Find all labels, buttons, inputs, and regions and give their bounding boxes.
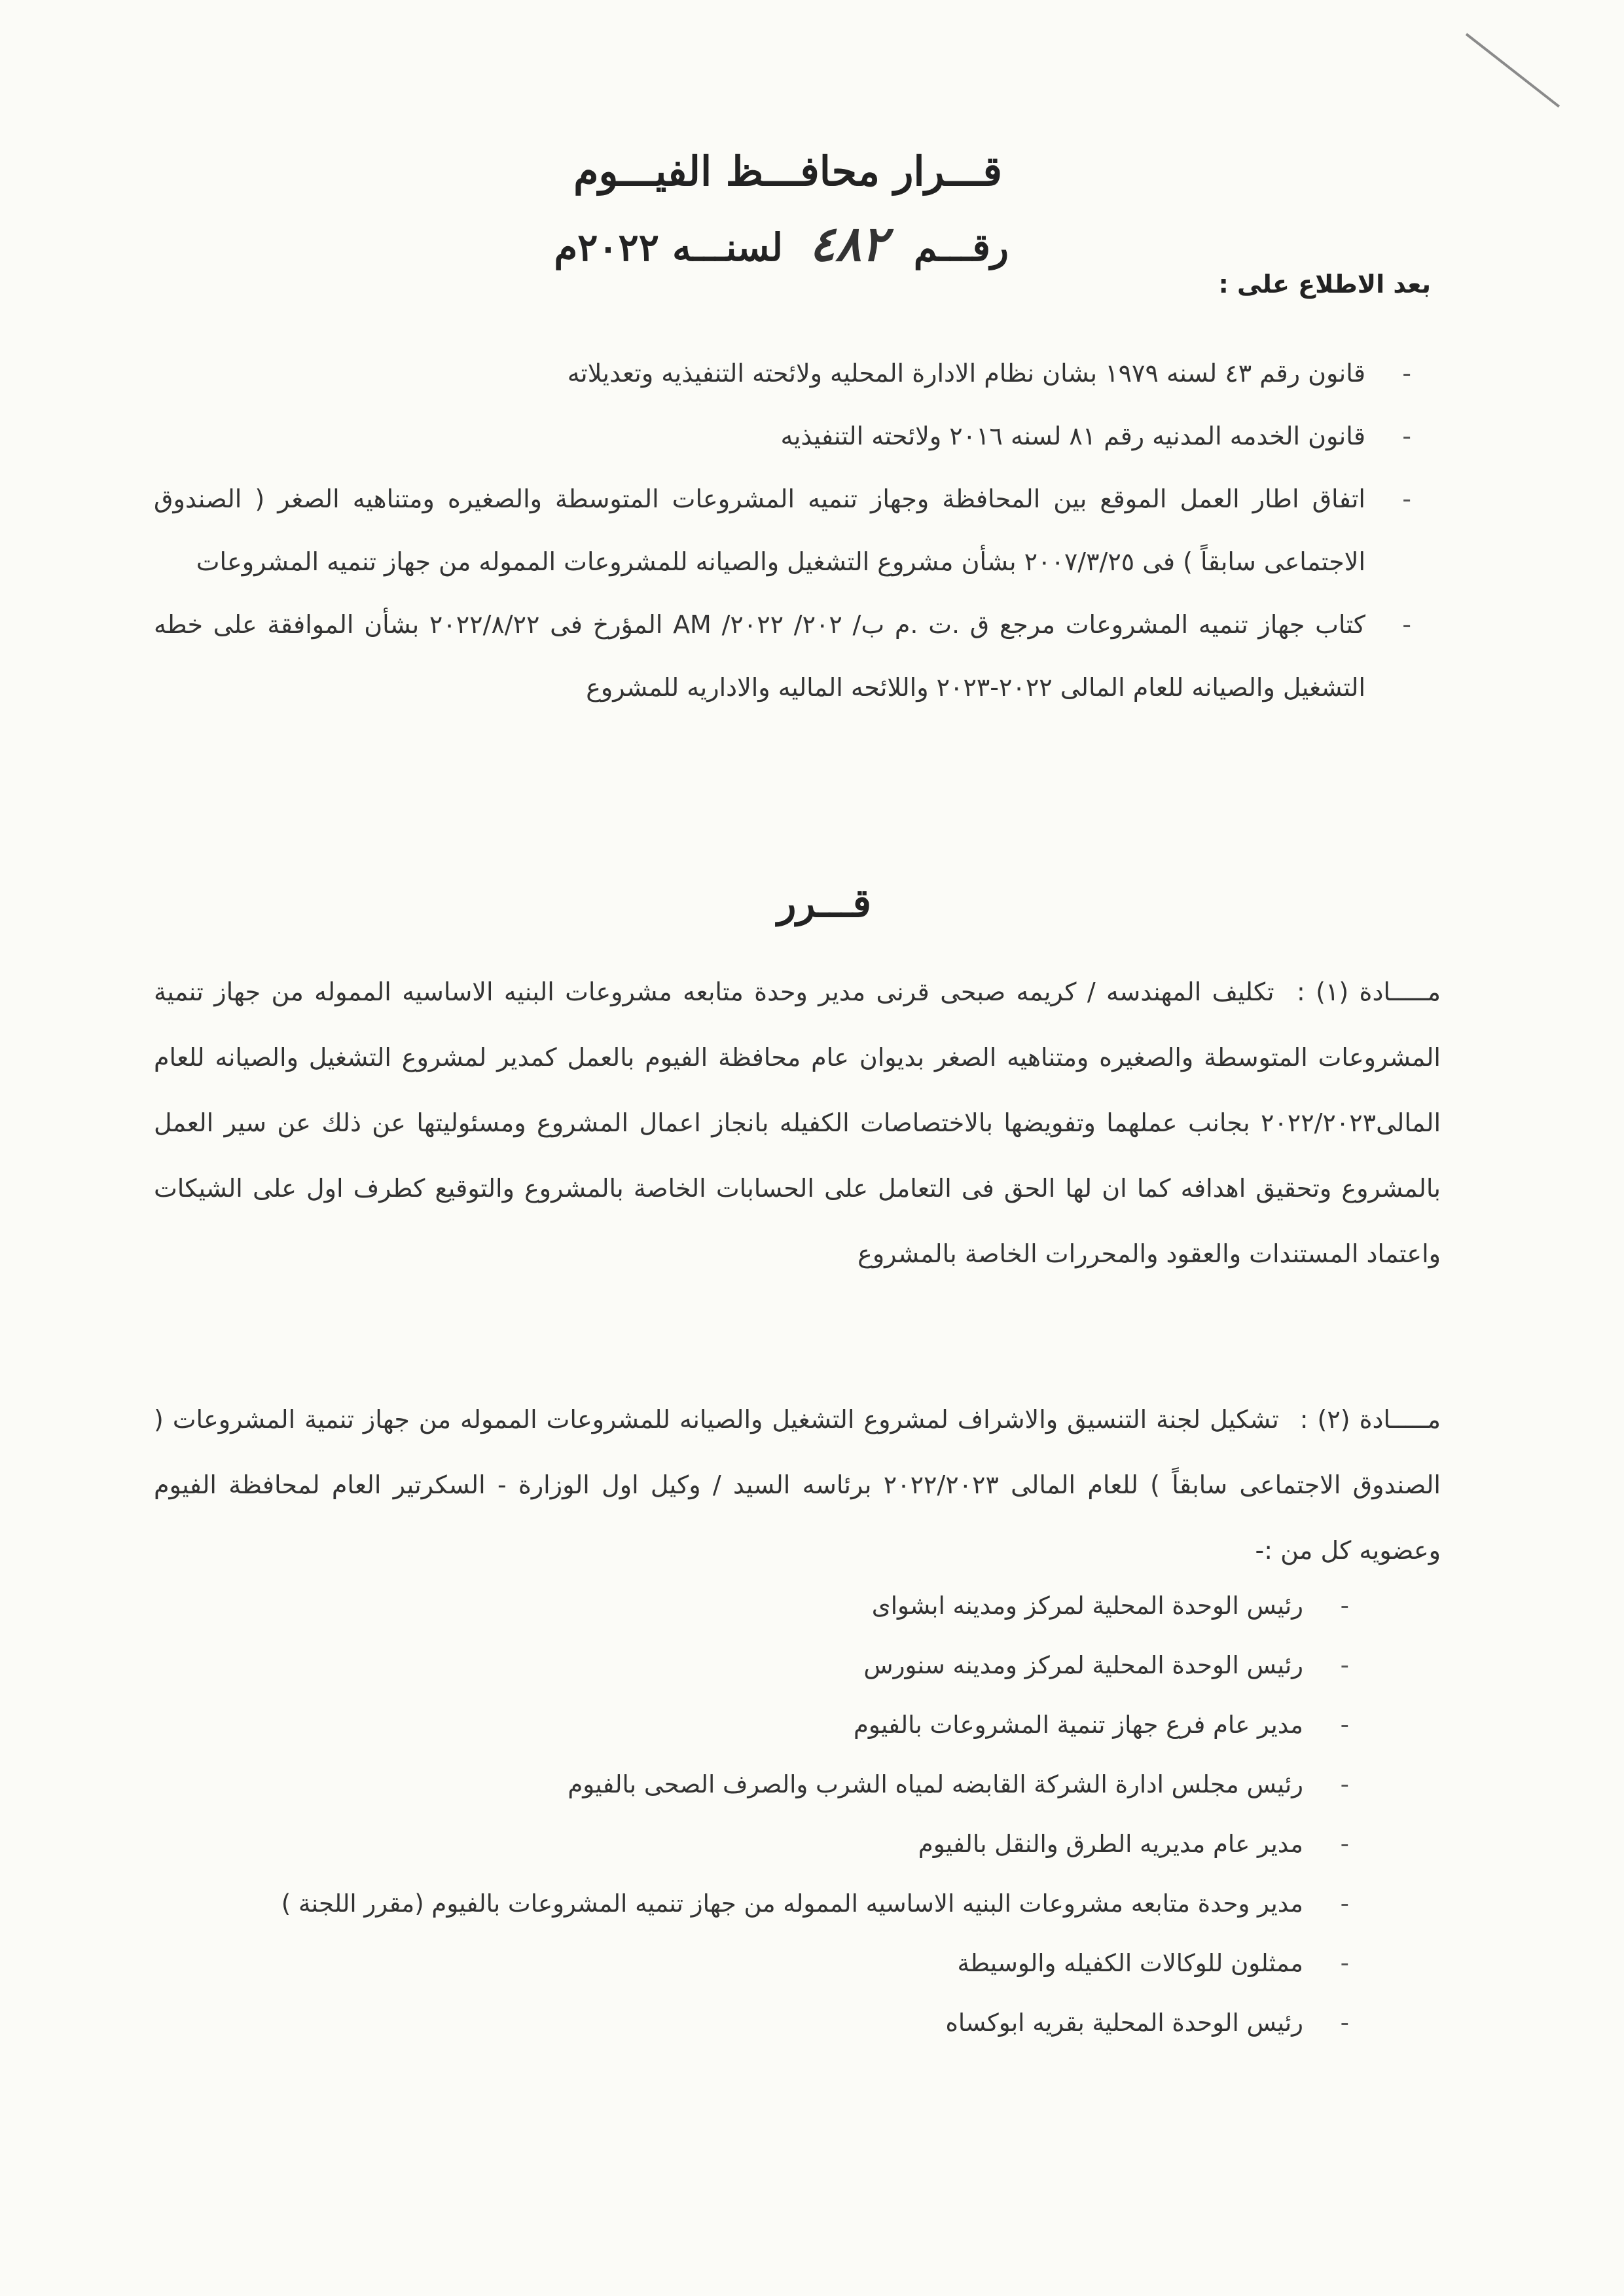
list-dash: -: [1340, 1830, 1349, 1858]
decree-number: ٤٨٢: [809, 217, 888, 271]
title-line-1: قـــرار محافـــظ الفيـــوم: [573, 147, 1002, 195]
list-dash: -: [1340, 1592, 1349, 1620]
corner-pen-mark: [1466, 33, 1560, 107]
reference-item: [154, 405, 1411, 467]
member-text: رئيس الوحدة المحلية لمركز ومدينه ابشواى: [871, 1592, 1303, 1620]
title-year: لسنـــه ٢٠٢٢م: [554, 225, 784, 270]
reference-text: قانون رقم ٤٣ لسنه ١٩٧٩ بشان نظام الادارة المحليه ولائحته التنفيذيه وتعديلاته: [567, 359, 1365, 388]
member-text: مدير عام فرع جهاز تنمية المشروعات بالفيوم: [853, 1711, 1303, 1739]
list-dash: -: [1340, 1949, 1349, 1977]
article-1: [154, 959, 1441, 1286]
member-text: رئيس الوحدة المحلية بقريه ابوكساه: [945, 2009, 1303, 2037]
member-item: [154, 1933, 1441, 1993]
title-line-2: [554, 216, 1009, 272]
preamble-label: بعد الاطلاع على :: [1218, 270, 1431, 299]
member-item: [154, 1814, 1441, 1874]
decree-heading: قـــرر: [777, 881, 871, 926]
list-dash: -: [1340, 1651, 1349, 1679]
member-item: [154, 1576, 1441, 1635]
list-dash: -: [1340, 2009, 1349, 2037]
member-item: [154, 1993, 1441, 2052]
member-text: رئيس الوحدة المحلية لمركز ومدينه سنورس: [863, 1651, 1303, 1679]
article-2-label: مـــــادة (٢) :: [1299, 1405, 1441, 1434]
title-number-prefix: رقـــم: [913, 225, 1009, 270]
member-text: ممثلون للوكالات الكفيله والوسيطة: [957, 1949, 1303, 1977]
article-1-label: مـــــادة (١) :: [1296, 977, 1441, 1006]
committee-members-list: [154, 1576, 1441, 2052]
list-dash: -: [1402, 610, 1411, 639]
member-item: [154, 1635, 1441, 1695]
member-text: مدير عام مديريه الطرق والنقل بالفيوم: [918, 1830, 1303, 1858]
list-dash: -: [1340, 1711, 1349, 1739]
document-title: [0, 147, 1624, 285]
list-dash: -: [1402, 422, 1411, 450]
member-text: رئيس مجلس ادارة الشركة القابضه لمياه الشرب والصرف الصحى بالفيوم: [568, 1770, 1303, 1798]
list-dash: -: [1402, 484, 1411, 513]
article-1-text: تكليف المهندسه / كريمه صبحى قرنى مدير وحدة متابعه مشروعات البنيه الاساسيه المموله من جهاز تنمية المشروعات المتوسطة والصغيره ومتناهيه الصغر بديوان عام محافظة الفيوم بالعمل كمدير لمشروع التشغيل والصيانه للعام المالى٢٠٢٢/٢٠٢٣ بجانب عملهما وتفويضها بالاختصاصات الكفيله بانجاز اعمال المشروع ومسئوليتها عن ذلك عن سير العمل بالمشروع وتحقيق اهدافه كما ان لها الحق فى التعامل على الحسابات الخاصة بالمشروع والتوقيع كطرف اول على الشيكات واعتماد المستندات والعقود والمحررات الخاصة بالمشروع: [154, 977, 1441, 1268]
member-item: [154, 1874, 1441, 1933]
member-item: [154, 1695, 1441, 1755]
member-item: [154, 1755, 1441, 1814]
reference-item: [154, 342, 1411, 405]
list-dash: -: [1340, 1770, 1349, 1798]
list-dash: -: [1402, 359, 1411, 388]
reference-text: قانون الخدمه المدنيه رقم ٨١ لسنه ٢٠١٦ ولائحته التنفيذيه: [780, 422, 1365, 450]
references-list: [154, 342, 1411, 719]
list-dash: -: [1340, 1889, 1349, 1918]
reference-text: كتاب جهاز تنميه المشروعات مرجع ق .ت .م ب/ ٢٠٢/ ٢٠٢٢/ AM المؤرخ فى ٢٠٢٢/٨/٢٢ بشأن الموافقة على خطه التشغيل والصيانه للعام المالى ٢٠٢٢-٢٠٢٣ واللائحه الماليه والاداريه للمشروع: [154, 610, 1366, 702]
reference-text: اتفاق اطار العمل الموقع بين المحافظة وجهاز تنميه المشروعات المتوسطة والصغيره ومتناهيه الصغر ( الصندوق الاجتماعى سابقاً ) فى ٢٠٠٧/٣/٢٥ بشأن مشروع التشغيل والصيانه للمشروعات المموله من جهاز تنميه المشروعات: [154, 484, 1365, 576]
reference-item: [154, 593, 1411, 719]
reference-item: [154, 467, 1411, 593]
member-text: مدير وحدة متابعه مشروعات البنيه الاساسيه المموله من جهاز تنميه المشروعات بالفيوم (مقرر اللجنة ): [281, 1889, 1303, 1918]
article-2: [154, 1387, 1441, 1583]
article-2-text: تشكيل لجنة التنسيق والاشراف لمشروع التشغيل والصيانه للمشروعات المموله من جهاز تنمية المشروعات ( الصندوق الاجتماعى سابقاً ) للعام المالى ٢٠٢٢/٢٠٢٣ برئاسه السيد / وكيل اول الوزارة - السكرتير العام لمحافظة الفيوم وعضويه كل من :-: [154, 1405, 1441, 1565]
